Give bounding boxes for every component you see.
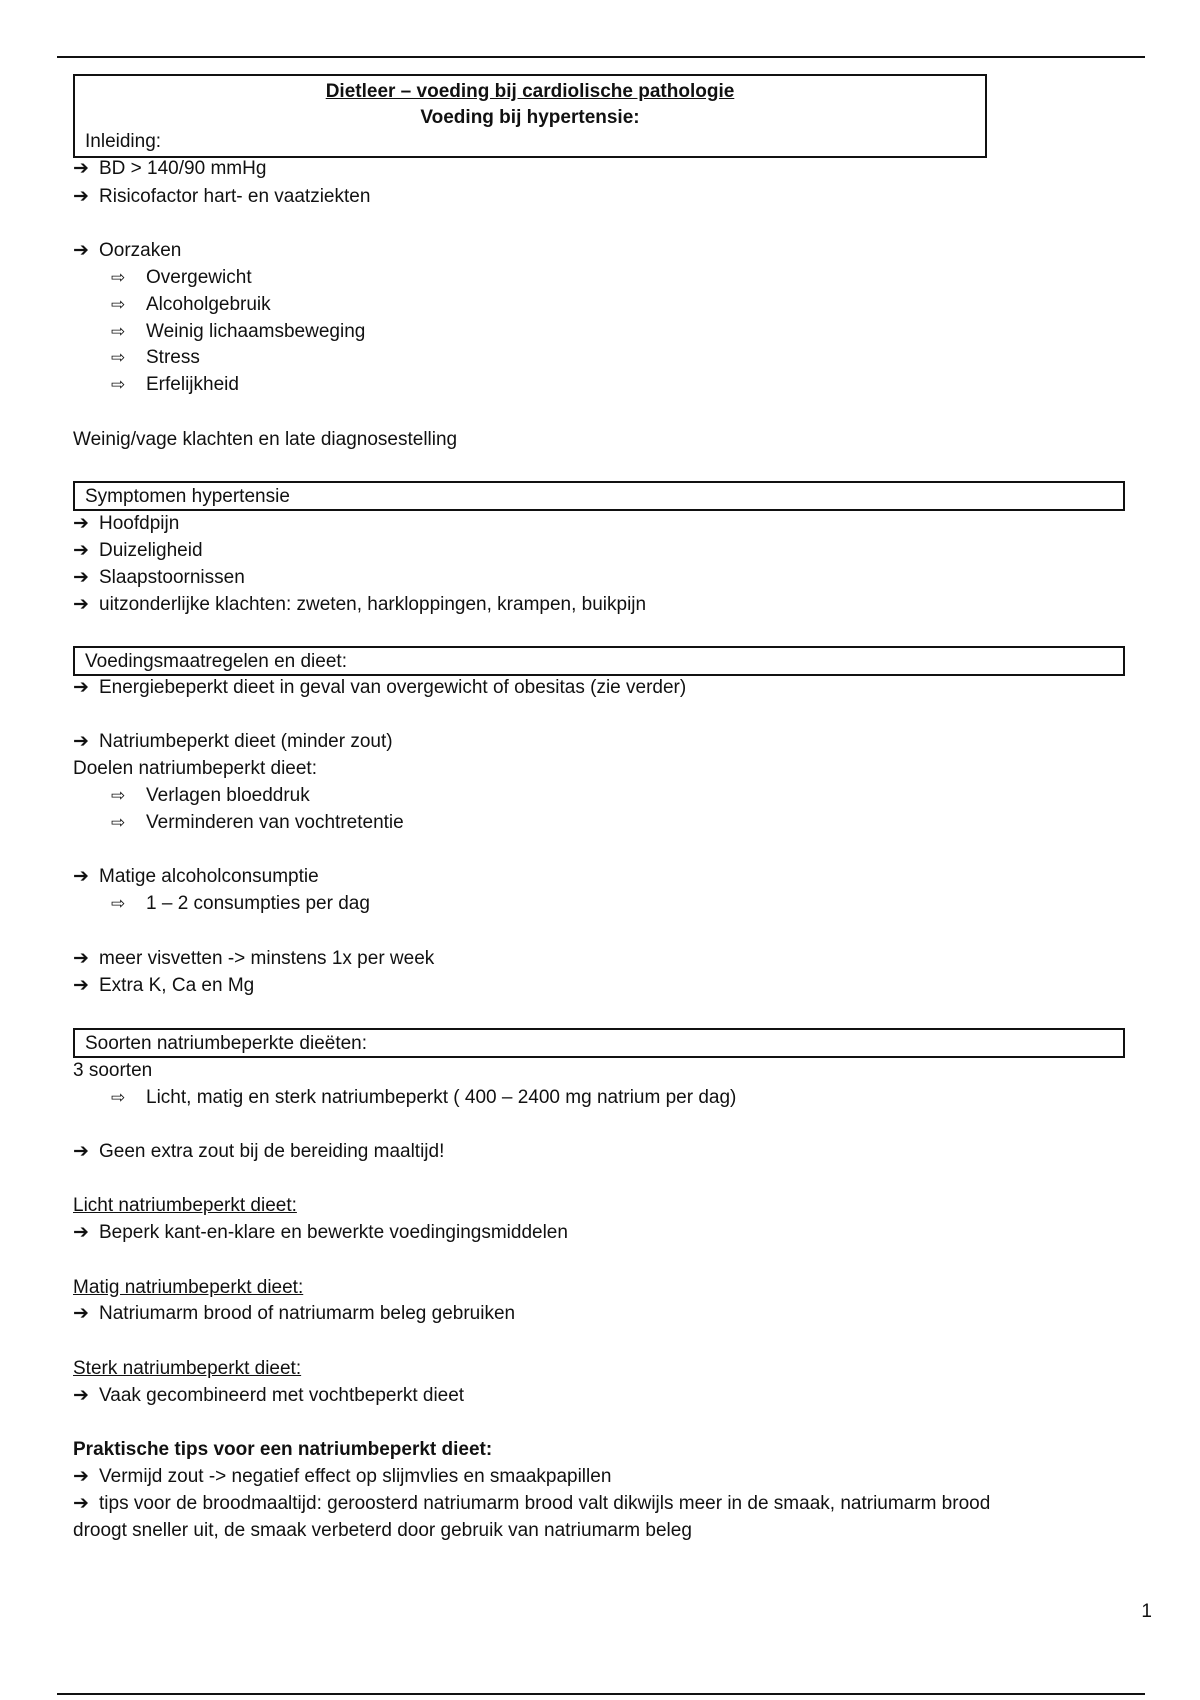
arrow-right-icon: ➔ bbox=[73, 677, 89, 698]
light-diet-heading: Licht natriumbeperkt dieet: bbox=[73, 1195, 297, 1216]
hollow-arrow-icon: ⇨ bbox=[111, 375, 126, 394]
list-item: ➔ Energiebeperkt dieet in geval van overgewicht of obesitas (zie verder) bbox=[73, 677, 687, 698]
intro-label: Inleiding: bbox=[85, 131, 162, 152]
list-item: ➔ Geen extra zout bij de bereiding maaltijd! bbox=[73, 1141, 445, 1162]
strong-diet-heading: Sterk natriumbeperkt dieet: bbox=[73, 1358, 302, 1379]
page-number: 1 bbox=[1141, 1601, 1152, 1622]
list-item: ➔ Duizeligheid bbox=[73, 540, 203, 561]
list-item: ➔ Hoofdpijn bbox=[73, 513, 180, 534]
hollow-arrow-icon: ⇨ bbox=[111, 322, 126, 341]
list-item: ⇨ Verlagen bloeddruk bbox=[111, 785, 310, 806]
list-item: ➔ BD > 140/90 mmHg bbox=[73, 158, 267, 179]
arrow-right-icon: ➔ bbox=[73, 186, 89, 207]
moderate-diet-heading: Matig natriumbeperkt dieet: bbox=[73, 1277, 304, 1298]
arrow-right-icon: ➔ bbox=[73, 567, 89, 588]
list-item: ➔ Vermijd zout -> negatief effect op slijmvlies en smaakpapillen bbox=[73, 1466, 612, 1487]
symptoms-box bbox=[73, 481, 1125, 511]
list-item: ⇨ Stress bbox=[111, 347, 200, 368]
arrow-right-icon: ➔ bbox=[73, 1222, 89, 1243]
arrow-right-icon: ➔ bbox=[73, 948, 89, 969]
footer-rule bbox=[57, 1693, 1145, 1695]
hollow-arrow-icon: ⇨ bbox=[111, 786, 126, 805]
complaints-text: Weinig/vage klachten en late diagnosestelling bbox=[73, 429, 458, 450]
hollow-arrow-icon: ⇨ bbox=[111, 813, 126, 832]
arrow-right-icon: ➔ bbox=[73, 1466, 89, 1487]
list-item: ➔ meer visvetten -> minstens 1x per week bbox=[73, 948, 435, 969]
list-item: ➔ Extra K, Ca en Mg bbox=[73, 975, 255, 996]
list-item-continuation: droogt sneller uit, de smaak verbeterd door gebruik van natriumarm beleg bbox=[73, 1520, 692, 1541]
list-item: ⇨ Verminderen van vochtretentie bbox=[111, 812, 404, 833]
list-item: ➔ tips voor de broodmaaltijd: geroosterd natriumarm brood valt dikwijls meer in de smaak, natriumarm brood bbox=[73, 1493, 991, 1514]
arrow-right-icon: ➔ bbox=[73, 240, 89, 261]
list-item: ➔ Natriumarm brood of natriumarm beleg gebruiken bbox=[73, 1303, 516, 1324]
hollow-arrow-icon: ⇨ bbox=[111, 268, 126, 287]
list-item: ➔ uitzonderlijke klachten: zweten, harkloppingen, krampen, buikpijn bbox=[73, 594, 647, 615]
causes-heading: ➔ Oorzaken bbox=[73, 240, 182, 261]
list-item: ⇨ Erfelijkheid bbox=[111, 374, 239, 395]
list-item: ⇨ Alcoholgebruik bbox=[111, 294, 271, 315]
arrow-right-icon: ➔ bbox=[73, 975, 89, 996]
list-item: ➔ Natriumbeperkt dieet (minder zout) bbox=[73, 731, 393, 752]
list-item: ⇨ Weinig lichaamsbeweging bbox=[111, 321, 366, 342]
list-item: ➔ Beperk kant-en-klare en bewerkte voedingingsmiddelen bbox=[73, 1222, 568, 1243]
arrow-right-icon: ➔ bbox=[73, 866, 89, 887]
tips-heading: Praktische tips voor een natriumbeperkt dieet: bbox=[73, 1439, 493, 1460]
arrow-right-icon: ➔ bbox=[73, 1493, 89, 1514]
list-item: ➔ Risicofactor hart- en vaatziekten bbox=[73, 186, 371, 207]
arrow-right-icon: ➔ bbox=[73, 1303, 89, 1324]
list-item: ⇨ 1 – 2 consumpties per dag bbox=[111, 893, 370, 914]
list-item: ➔ Slaapstoornissen bbox=[73, 567, 245, 588]
kinds-box bbox=[73, 1028, 1125, 1058]
symptoms-heading: Symptomen hypertensie bbox=[85, 486, 290, 507]
list-item: ⇨ Overgewicht bbox=[111, 267, 252, 288]
measures-heading: Voedingsmaatregelen en dieet: bbox=[85, 651, 347, 672]
arrow-right-icon: ➔ bbox=[73, 1385, 89, 1406]
measures-box bbox=[73, 646, 1125, 676]
arrow-right-icon: ➔ bbox=[73, 1141, 89, 1162]
title-box bbox=[73, 74, 987, 158]
arrow-right-icon: ➔ bbox=[73, 513, 89, 534]
hollow-arrow-icon: ⇨ bbox=[111, 1088, 126, 1107]
kinds-count: 3 soorten bbox=[73, 1060, 153, 1081]
arrow-right-icon: ➔ bbox=[73, 731, 89, 752]
kinds-heading: Soorten natriumbeperkte dieëten: bbox=[85, 1033, 368, 1054]
arrow-right-icon: ➔ bbox=[73, 540, 89, 561]
document-subtitle: Voeding bij hypertensie: bbox=[420, 107, 640, 128]
header-rule bbox=[57, 56, 1145, 58]
hollow-arrow-icon: ⇨ bbox=[111, 295, 126, 314]
arrow-right-icon: ➔ bbox=[73, 158, 89, 179]
arrow-right-icon: ➔ bbox=[73, 594, 89, 615]
document-title: Dietleer – voeding bij cardiolische pathologie bbox=[325, 81, 735, 102]
list-item: ⇨ Licht, matig en sterk natriumbeperkt ( 400 – 2400 mg natrium per dag) bbox=[111, 1087, 737, 1108]
hollow-arrow-icon: ⇨ bbox=[111, 894, 126, 913]
list-item: ➔ Vaak gecombineerd met vochtbeperkt dieet bbox=[73, 1385, 465, 1406]
goals-label: Doelen natriumbeperkt dieet: bbox=[73, 758, 317, 779]
list-item: ➔ Matige alcoholconsumptie bbox=[73, 866, 319, 887]
hollow-arrow-icon: ⇨ bbox=[111, 348, 126, 367]
